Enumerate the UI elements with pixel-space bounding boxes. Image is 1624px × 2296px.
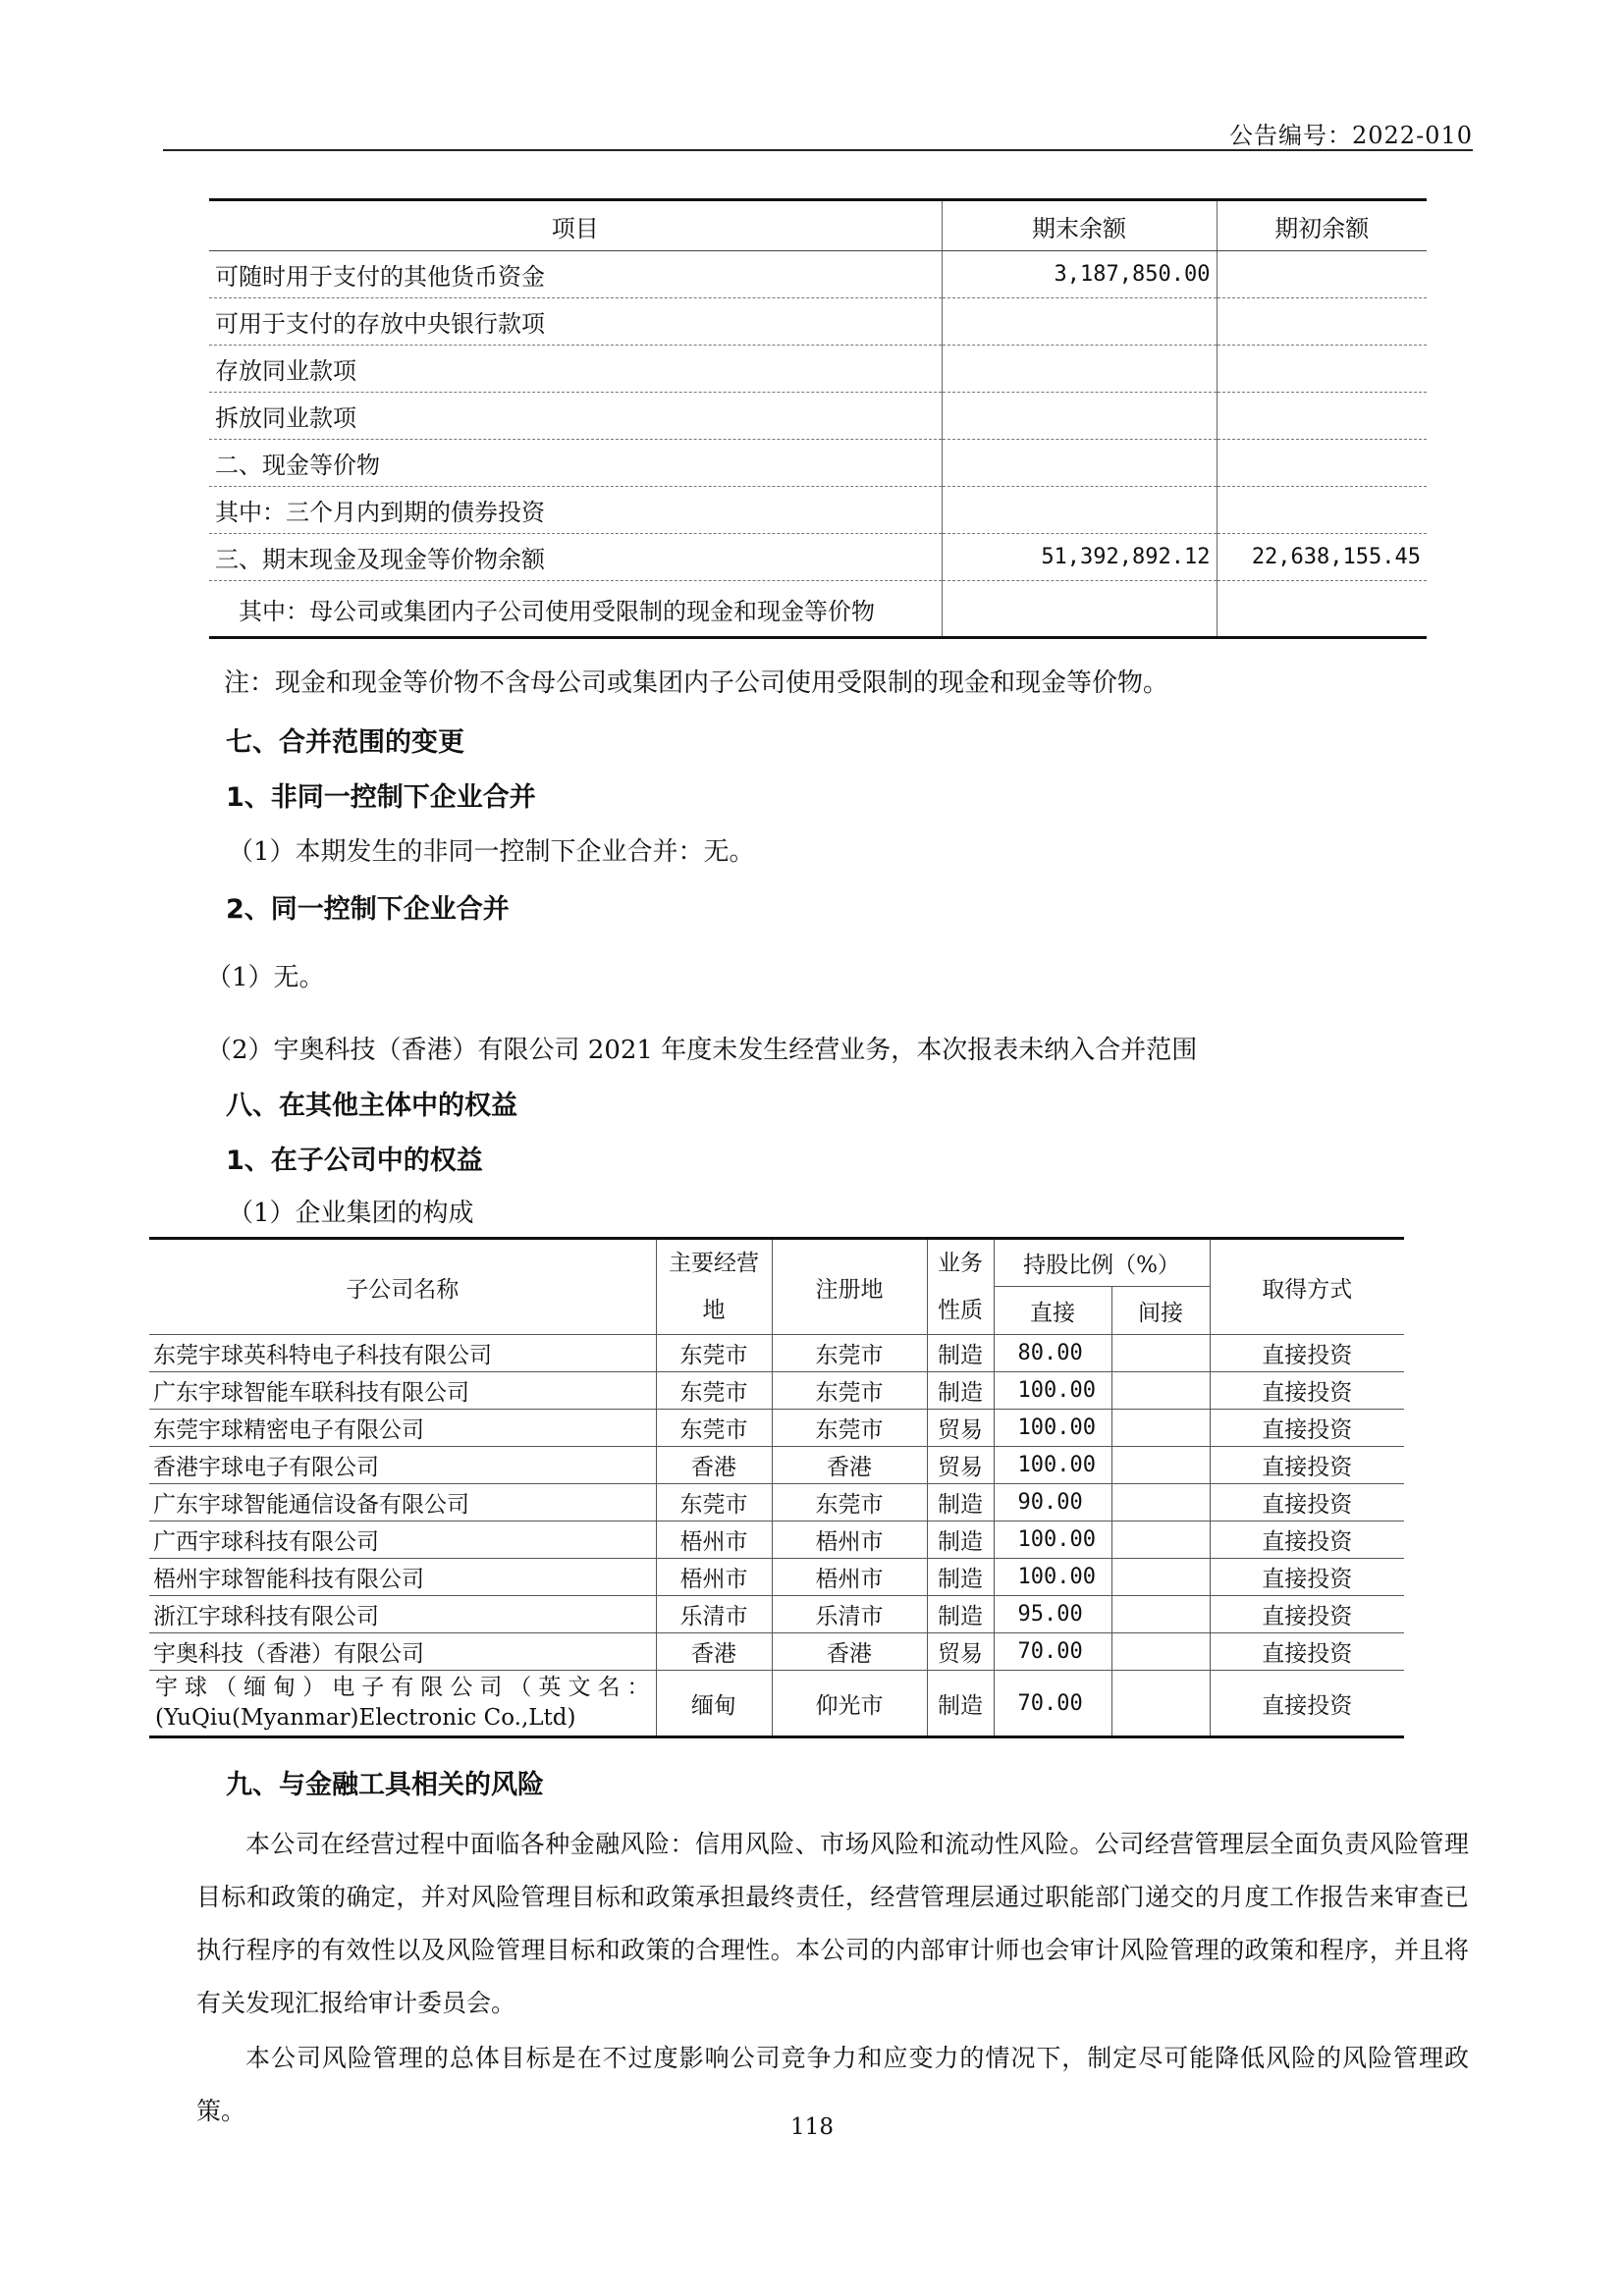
section8-sub1-item1: （1）企业集团的构成	[228, 1199, 474, 1228]
table-row	[149, 1633, 1404, 1671]
subsidiary-name: 东莞宇球英科特电子科技有限公司	[149, 1335, 656, 1372]
cash-balance-table	[209, 198, 1427, 639]
direct-ratio: 80.00	[994, 1335, 1111, 1372]
col-header-begin-balance: 期初余额	[1217, 200, 1427, 251]
acquire-method: 直接投资	[1210, 1372, 1404, 1410]
row-end-value	[942, 298, 1217, 346]
main-place: 香港	[656, 1447, 772, 1484]
table-row	[149, 1447, 1404, 1484]
reg-place: 东莞市	[772, 1335, 927, 1372]
col-header-end-balance: 期末余额	[942, 200, 1217, 251]
direct-ratio: 100.00	[994, 1410, 1111, 1447]
subsidiary-table	[149, 1237, 1404, 1738]
subsidiary-name: 东莞宇球精密电子有限公司	[149, 1410, 656, 1447]
business-nature: 制造	[927, 1484, 994, 1522]
reg-place: 乐清市	[772, 1596, 927, 1633]
indirect-ratio	[1111, 1671, 1210, 1737]
col-header-acquire-method: 取得方式	[1210, 1239, 1404, 1335]
row-end-value	[942, 393, 1217, 440]
col-header-main-place-line1: 主要经营	[669, 1251, 759, 1276]
row-begin-value	[1217, 298, 1427, 346]
direct-ratio: 95.00	[994, 1596, 1111, 1633]
reg-place: 东莞市	[772, 1372, 927, 1410]
row-item: 拆放同业款项	[209, 393, 942, 440]
section7-sub2-title: 2、同一控制下企业合并	[226, 894, 510, 925]
col-header-share-ratio: 持股比例（%）	[994, 1239, 1210, 1287]
indirect-ratio	[1111, 1484, 1210, 1522]
main-place: 香港	[656, 1633, 772, 1671]
business-nature: 贸易	[927, 1633, 994, 1671]
reg-place: 东莞市	[772, 1484, 927, 1522]
section7-sub2-item1: （1）无。	[206, 963, 325, 992]
reg-place: 香港	[772, 1447, 927, 1484]
direct-ratio: 100.00	[994, 1372, 1111, 1410]
subsidiary-name: 香港宇球电子有限公司	[149, 1447, 656, 1484]
page-number: 118	[790, 2114, 834, 2140]
announcement-number: 公告编号：2022-010	[1229, 122, 1473, 149]
section8-title: 八、在其他主体中的权益	[226, 1091, 517, 1121]
table-row	[149, 1335, 1404, 1372]
acquire-method: 直接投资	[1210, 1596, 1404, 1633]
business-nature: 贸易	[927, 1410, 994, 1447]
row-end-value: 3,187,850.00	[942, 251, 1217, 298]
table-row	[149, 1484, 1404, 1522]
main-place: 梧州市	[656, 1522, 772, 1559]
row-end-value: 51,392,892.12	[942, 534, 1217, 581]
header-divider	[163, 149, 1473, 151]
table-row	[209, 440, 1427, 487]
main-place: 梧州市	[656, 1559, 772, 1596]
business-nature: 制造	[927, 1522, 994, 1559]
row-item: 可随时用于支付的其他货币资金	[209, 251, 942, 298]
acquire-method: 直接投资	[1210, 1559, 1404, 1596]
main-place: 缅甸	[656, 1671, 772, 1737]
table-row	[209, 534, 1427, 581]
indirect-ratio	[1111, 1633, 1210, 1671]
section7-sub2-item2: （2）宇奥科技（香港）有限公司 2021 年度未发生经营业务，本次报表未纳入合并范围	[206, 1036, 1198, 1065]
indirect-ratio	[1111, 1372, 1210, 1410]
col-header-main-place-line2: 地	[702, 1298, 726, 1323]
direct-ratio: 100.00	[994, 1559, 1111, 1596]
row-item: 三、期末现金及现金等价物余额	[209, 534, 942, 581]
subsidiary-name: 宇奥科技（香港）有限公司	[149, 1633, 656, 1671]
table-header-row	[209, 200, 1427, 251]
table-row	[149, 1596, 1404, 1633]
business-nature: 制造	[927, 1372, 994, 1410]
business-nature: 制造	[927, 1335, 994, 1372]
main-place: 东莞市	[656, 1484, 772, 1522]
col-header-item: 项目	[209, 200, 942, 251]
subsidiary-name: 梧州宇球智能科技有限公司	[149, 1559, 656, 1596]
row-begin-value	[1217, 251, 1427, 298]
row-item: 其中：三个月内到期的债券投资	[209, 487, 942, 534]
row-item: 其中：母公司或集团内子公司使用受限制的现金和现金等价物	[209, 581, 942, 638]
row-begin-value	[1217, 346, 1427, 393]
subsidiary-name: 浙江宇球科技有限公司	[149, 1596, 656, 1633]
row-begin-value	[1217, 440, 1427, 487]
business-nature: 贸易	[927, 1447, 994, 1484]
row-item: 存放同业款项	[209, 346, 942, 393]
row-end-value	[942, 487, 1217, 534]
reg-place: 梧州市	[772, 1522, 927, 1559]
acquire-method: 直接投资	[1210, 1633, 1404, 1671]
col-header-business-line2: 性质	[938, 1298, 983, 1323]
acquire-method: 直接投资	[1210, 1522, 1404, 1559]
row-begin-value	[1217, 581, 1427, 638]
indirect-ratio	[1111, 1522, 1210, 1559]
main-place: 东莞市	[656, 1372, 772, 1410]
indirect-ratio	[1111, 1410, 1210, 1447]
indirect-ratio	[1111, 1559, 1210, 1596]
table-row	[209, 251, 1427, 298]
table-row	[149, 1671, 1404, 1737]
col-header-main-place	[656, 1239, 772, 1335]
direct-ratio: 70.00	[994, 1671, 1111, 1737]
col-header-name: 子公司名称	[149, 1239, 656, 1335]
reg-place: 梧州市	[772, 1559, 927, 1596]
main-place: 东莞市	[656, 1335, 772, 1372]
indirect-ratio	[1111, 1596, 1210, 1633]
table-row	[149, 1559, 1404, 1596]
table-row	[209, 298, 1427, 346]
row-begin-value	[1217, 487, 1427, 534]
business-nature: 制造	[927, 1596, 994, 1633]
acquire-method: 直接投资	[1210, 1335, 1404, 1372]
reg-place: 东莞市	[772, 1410, 927, 1447]
col-header-reg-place: 注册地	[772, 1239, 927, 1335]
table-row	[149, 1410, 1404, 1447]
main-place: 乐清市	[656, 1596, 772, 1633]
table-row	[149, 1522, 1404, 1559]
section9-paragraph-1: 本公司在经营过程中面临各种金融风险：信用风险、市场风险和流动性风险。公司经营管理层全面负责风险管理目标和政策的确定，并对风险管理目标和政策承担最终责任，经营管理层通过职能部门递交的月度工作报告来审查已执行程序的有效性以及风险管理目标和政策的合理性。本公司的内部审计师也会审计风险管理的政策和程序，并且将有关发现汇报给审计委员会。	[196, 1830, 1469, 2017]
subsidiary-name: 广东宇球智能通信设备有限公司	[149, 1484, 656, 1522]
direct-ratio: 100.00	[994, 1447, 1111, 1484]
indirect-ratio	[1111, 1335, 1210, 1372]
col-header-business	[927, 1239, 994, 1335]
row-begin-value	[1217, 393, 1427, 440]
row-end-value	[942, 346, 1217, 393]
main-place: 东莞市	[656, 1410, 772, 1447]
indirect-ratio	[1111, 1447, 1210, 1484]
subsidiary-name: 广东宇球智能车联科技有限公司	[149, 1372, 656, 1410]
acquire-method: 直接投资	[1210, 1410, 1404, 1447]
section7-sub1-title: 1、非同一控制下企业合并	[226, 782, 536, 813]
row-item: 二、现金等价物	[209, 440, 942, 487]
reg-place: 香港	[772, 1633, 927, 1671]
acquire-method: 直接投资	[1210, 1671, 1404, 1737]
section9-title: 九、与金融工具相关的风险	[226, 1770, 544, 1800]
business-nature: 制造	[927, 1559, 994, 1596]
cash-note: 注：现金和现金等价物不含母公司或集团内子公司使用受限制的现金和现金等价物。	[224, 668, 1169, 698]
acquire-method: 直接投资	[1210, 1447, 1404, 1484]
row-end-value	[942, 440, 1217, 487]
table-row	[209, 346, 1427, 393]
col-header-direct: 直接	[994, 1287, 1111, 1335]
section9-paragraph-2: 本公司风险管理的总体目标是在不过度影响公司竞争力和应变力的情况下，制定尽可能降低风险的风险管理政策。	[196, 2044, 1469, 2125]
col-header-business-line1: 业务	[938, 1251, 983, 1276]
section7-sub1-item1: （1）本期发生的非同一控制下企业合并：无。	[228, 837, 755, 867]
direct-ratio: 100.00	[994, 1522, 1111, 1559]
section7-title: 七、合并范围的变更	[226, 727, 464, 758]
row-end-value	[942, 581, 1217, 638]
subsidiary-name: 宇球（缅甸）电子有限公司（英文名：(YuQiu(Myanmar)Electronic Co.,Ltd)	[149, 1671, 656, 1737]
table-header-row	[149, 1239, 1404, 1287]
business-nature: 制造	[927, 1671, 994, 1737]
table-row	[149, 1372, 1404, 1410]
section8-sub1-title: 1、在子公司中的权益	[226, 1146, 483, 1176]
table-row	[209, 487, 1427, 534]
table-row	[209, 581, 1427, 638]
row-begin-value: 22,638,155.45	[1217, 534, 1427, 581]
direct-ratio: 70.00	[994, 1633, 1111, 1671]
acquire-method: 直接投资	[1210, 1484, 1404, 1522]
row-item: 可用于支付的存放中央银行款项	[209, 298, 942, 346]
col-header-indirect: 间接	[1111, 1287, 1210, 1335]
subsidiary-name: 广西宇球科技有限公司	[149, 1522, 656, 1559]
table-row	[209, 393, 1427, 440]
reg-place: 仰光市	[772, 1671, 927, 1737]
direct-ratio: 90.00	[994, 1484, 1111, 1522]
